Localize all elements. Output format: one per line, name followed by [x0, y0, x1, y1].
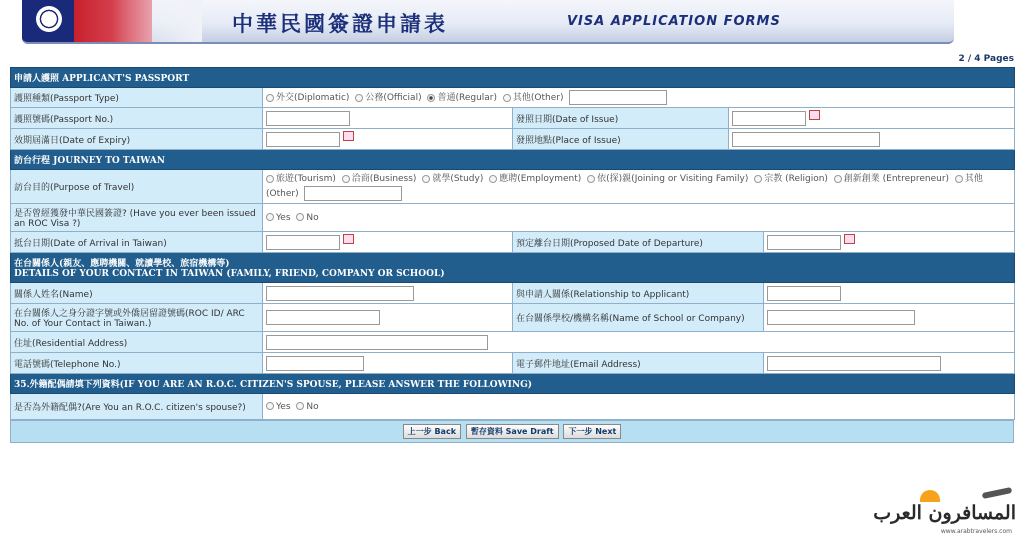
- spouse-options: [263, 394, 1015, 420]
- option-label: 旅遊(Tourism): [276, 174, 336, 184]
- purpose-study[interactable]: [422, 174, 483, 184]
- email-cell: [764, 353, 1015, 374]
- section-title: 訪台行程 JOURNEY TO TAIWAN: [11, 150, 1015, 170]
- email-label: 電子郵件地址(Email Address): [513, 353, 764, 374]
- purpose-options: [263, 170, 1015, 204]
- section-title: 申請人護照 APPLICANT'S PASSPORT: [11, 68, 1015, 88]
- relationship-cell: [764, 283, 1015, 304]
- radio-icon: [587, 175, 595, 183]
- contact-id-input[interactable]: [266, 310, 380, 325]
- section-journey: [11, 150, 1015, 170]
- passport-type-other[interactable]: [503, 93, 564, 103]
- option-label: 就學(Study): [432, 174, 484, 184]
- option-label: 公務(Official): [365, 93, 422, 103]
- arrival-date-cell: [263, 232, 513, 253]
- option-label: Yes: [276, 401, 291, 412]
- school-company-label: 在台關係學校/機構名稱(Name of School or Company): [513, 304, 764, 332]
- row-purpose: [11, 170, 1015, 204]
- visa-before-yes[interactable]: [266, 213, 291, 223]
- banner-title-chinese: 中華民國簽證申請表: [232, 11, 448, 36]
- radio-icon: [342, 175, 350, 183]
- section-title: [11, 253, 1015, 283]
- contact-name-input[interactable]: [266, 286, 414, 301]
- issue-date-input[interactable]: [732, 111, 806, 126]
- radio-icon: [355, 94, 363, 102]
- watermark-text: المسافرون العرب: [873, 502, 1016, 524]
- phone-input[interactable]: [266, 356, 364, 371]
- option-label: 外交(Diplomatic): [276, 93, 350, 103]
- address-cell: [263, 332, 1015, 353]
- email-input[interactable]: [767, 356, 941, 371]
- sun-icon: [920, 490, 940, 502]
- section-passport: [11, 68, 1015, 88]
- contact-name-label: 關係人姓名(Name): [11, 283, 263, 304]
- section-title: 35.外籍配偶請填下列資料(IF YOU ARE AN R.O.C. CITIZEN'S SPOUSE, PLEASE ANSWER THE FOLLOWING): [11, 374, 1015, 394]
- airplane-icon: [982, 487, 1013, 499]
- calendar-icon[interactable]: [343, 234, 354, 244]
- purpose-family[interactable]: [587, 174, 748, 184]
- watermark-url: www.arabtravelers.com: [940, 528, 1012, 535]
- purpose-business[interactable]: [342, 174, 417, 184]
- purpose-other-input[interactable]: [304, 186, 402, 201]
- contact-id-label: 在台關係人之身分證字號或外僑居留證號碼(ROC ID/ ARC No. of Your Contact in Taiwan.): [11, 304, 263, 332]
- watermark-logo: [873, 486, 1016, 538]
- radio-icon: [955, 175, 963, 183]
- school-company-cell: [764, 304, 1015, 332]
- passport-type-regular[interactable]: [427, 93, 497, 103]
- radio-icon: [754, 175, 762, 183]
- save-draft-button[interactable]: 暫存資料 Save Draft: [466, 424, 559, 439]
- expiry-date-label: 效期屆滿日(Date of Expiry): [11, 129, 263, 150]
- arrival-date-label: 抵台日期(Date of Arrival in Taiwan): [11, 232, 263, 253]
- departure-date-label: 預定離台日期(Proposed Date of Departure): [513, 232, 764, 253]
- option-label: 普通(Regular): [437, 93, 498, 103]
- section-contact: [11, 253, 1015, 283]
- row-phone-email: [11, 353, 1015, 374]
- option-label: 其他(Other): [512, 93, 564, 103]
- calendar-icon[interactable]: [343, 131, 354, 141]
- expiry-date-input[interactable]: [266, 132, 340, 147]
- banner-fade: [112, 0, 202, 42]
- radio-icon: [266, 94, 274, 102]
- purpose-tourism[interactable]: [266, 174, 336, 184]
- form-table: [10, 67, 1015, 420]
- phone-label: 電話號碼(Telephone No.): [11, 353, 263, 374]
- passport-type-label: 護照種類(Passport Type): [11, 88, 263, 108]
- passport-type-other-input[interactable]: [569, 90, 667, 105]
- section-spouse: [11, 374, 1015, 394]
- spouse-question-label: 是否為外籍配偶?(Are You an R.O.C. citizen's spouse?): [11, 394, 263, 420]
- purpose-employment[interactable]: [489, 174, 581, 184]
- row-contact-id: [11, 304, 1015, 332]
- departure-date-input[interactable]: [767, 235, 841, 250]
- row-spouse: [11, 394, 1015, 420]
- option-label: 應聘(Employment): [499, 174, 582, 184]
- radio-icon: [266, 402, 274, 410]
- row-visa-before: [11, 204, 1015, 232]
- passport-type-options: [263, 88, 1015, 108]
- radio-icon: [489, 175, 497, 183]
- page-indicator: 2 / 4 Pages: [958, 54, 1014, 64]
- contact-id-cell: [263, 304, 513, 332]
- section-title-line2: DETAILS OF YOUR CONTACT IN TAIWAN (FAMILY, FRIEND, COMPANY OR SCHOOL): [14, 269, 445, 279]
- back-button[interactable]: 上一步 Back: [403, 424, 461, 439]
- issue-date-cell: [729, 108, 1015, 129]
- radio-icon: [503, 94, 511, 102]
- address-input[interactable]: [266, 335, 488, 350]
- passport-type-official[interactable]: [355, 93, 421, 103]
- visa-before-options: [263, 204, 1015, 232]
- option-label: 洽商(Business): [351, 174, 417, 184]
- radio-icon: [266, 213, 274, 221]
- row-address: [11, 332, 1015, 353]
- option-label: 創新創業 (Entrepreneur): [843, 174, 950, 184]
- option-label: No: [306, 401, 319, 412]
- arrival-date-input[interactable]: [266, 235, 340, 250]
- issue-date-label: 發照日期(Date of Issue): [513, 108, 729, 129]
- contact-name-cell: [263, 283, 513, 304]
- purpose-label: 訪台目的(Purpose of Travel): [11, 170, 263, 204]
- header-banner: [22, 0, 954, 44]
- row-passport-expiry: [11, 129, 1015, 150]
- row-passport-type: [11, 88, 1015, 108]
- passport-type-diplomatic[interactable]: [266, 93, 349, 103]
- place-of-issue-input[interactable]: [732, 132, 880, 147]
- option-label: Yes: [276, 212, 291, 223]
- radio-icon: [834, 175, 842, 183]
- calendar-icon[interactable]: [844, 234, 855, 244]
- purpose-religion[interactable]: [754, 174, 828, 184]
- radio-icon: [266, 175, 274, 183]
- section-title-line1: 在台關係人(親友、應聘機關、就讀學校、旅宿機構等): [14, 259, 230, 269]
- row-contact-name: [11, 283, 1015, 304]
- phone-cell: [263, 353, 513, 374]
- school-company-input[interactable]: [767, 310, 915, 325]
- visa-form: [10, 67, 1014, 443]
- banner-title-english: VISA APPLICATION FORMS: [567, 14, 781, 29]
- option-label: No: [306, 212, 319, 223]
- radio-icon: [422, 175, 430, 183]
- relationship-input[interactable]: [767, 286, 841, 301]
- calendar-icon[interactable]: [809, 110, 820, 120]
- passport-number-cell: [263, 108, 513, 129]
- button-bar: [10, 420, 1014, 443]
- spouse-yes[interactable]: [266, 402, 291, 412]
- row-arrival: [11, 232, 1015, 253]
- visa-before-label: 是否曾經獲發中華民國簽證? (Have you ever been issued an ROC Visa ?): [11, 204, 263, 232]
- address-label: 住址(Residential Address): [11, 332, 263, 353]
- relationship-label: 與申請人關係(Relationship to Applicant): [513, 283, 764, 304]
- passport-number-input[interactable]: [266, 111, 350, 126]
- option-label: 依(探)親(Joining or Visiting Family): [597, 174, 749, 184]
- purpose-entrepreneur[interactable]: [834, 174, 949, 184]
- radio-icon: [296, 402, 304, 410]
- departure-date-cell: [764, 232, 1015, 253]
- flag-sun-emblem: [36, 6, 62, 32]
- spouse-no[interactable]: [296, 402, 318, 412]
- place-of-issue-label: 發照地點(Place of Issue): [513, 129, 729, 150]
- next-button[interactable]: 下一步 Next: [563, 424, 621, 439]
- radio-icon: [296, 213, 304, 221]
- radio-selected-icon: [427, 94, 435, 102]
- option-label: 其他 (Other): [266, 174, 983, 199]
- option-label: 宗教 (Religion): [764, 174, 828, 184]
- expiry-date-cell: [263, 129, 513, 150]
- row-passport-number: [11, 108, 1015, 129]
- visa-before-no[interactable]: [296, 213, 318, 223]
- passport-number-label: 護照號碼(Passport No.): [11, 108, 263, 129]
- place-of-issue-cell: [729, 129, 1015, 150]
